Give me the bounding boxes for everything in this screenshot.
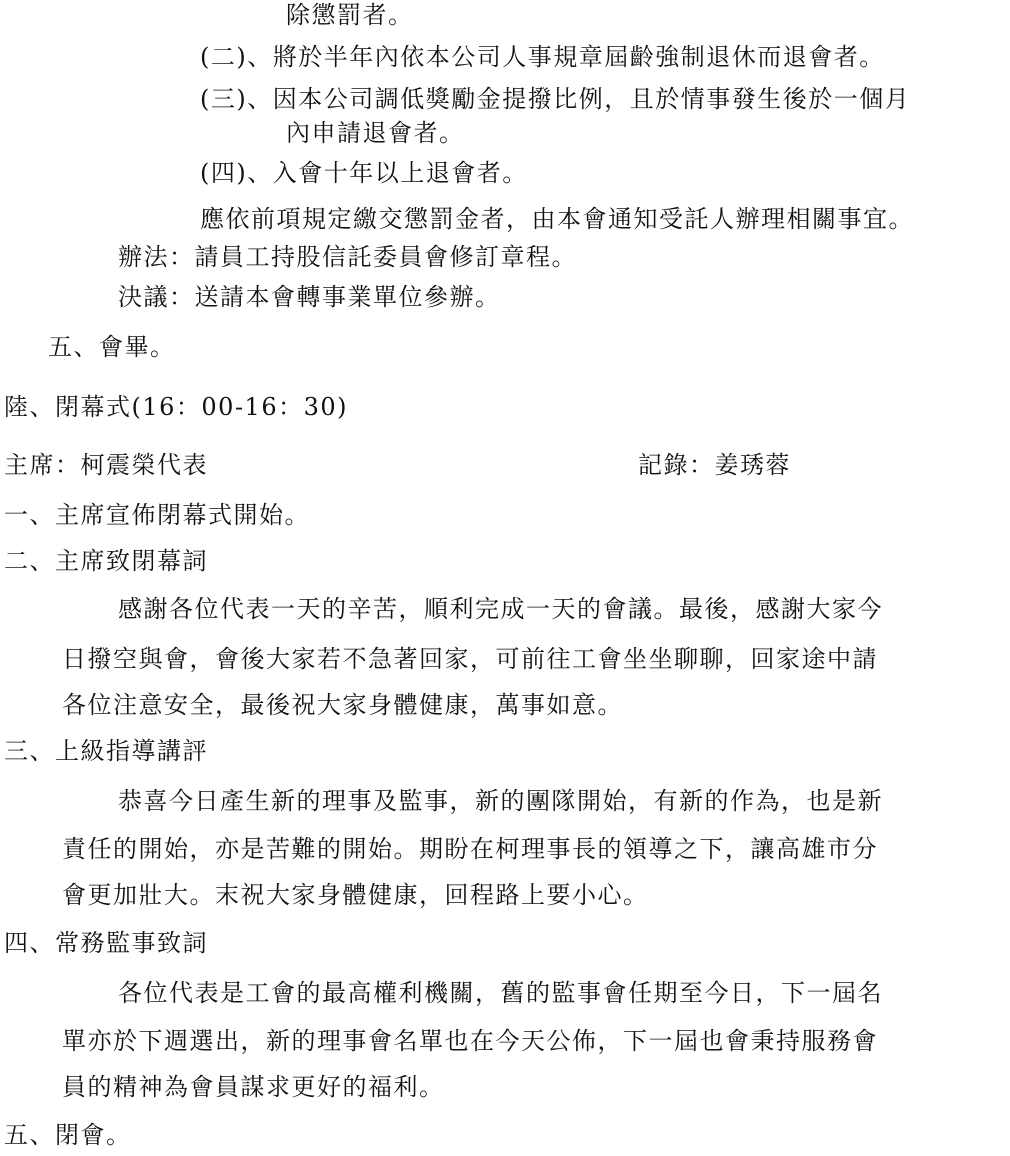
supervisor-speech-line-1: 各位代表是工會的最高權利機關，舊的監事會任期至今日，下一屆名 xyxy=(118,979,883,1007)
text-line-3: (三)、因本公司調低獎勵金提撥比例，且於情事發生後於一個月 xyxy=(200,85,911,113)
closing-speech-line-3: 各位注意安全，最後祝大家身體健康，萬事如意。 xyxy=(62,691,623,719)
closing-item-1: 一、主席宣佈閉幕式開始。 xyxy=(4,501,310,529)
guidance-line-1: 恭喜今日產生新的理事及監事，新的團隊開始，有新的作為，也是新 xyxy=(118,787,883,815)
text-line-5: (四)、入會十年以上退會者。 xyxy=(200,159,528,187)
closing-item-4-heading: 四、常務監事致詞 xyxy=(4,929,208,957)
text-line-1: 除懲罰者。 xyxy=(286,1,414,29)
text-line-4: 內申請退會者。 xyxy=(286,119,465,147)
guidance-line-2: 責任的開始，亦是苦難的開始。期盼在柯理事長的領導之下，讓高雄市分 xyxy=(62,835,878,863)
closing-item-5: 五、閉會。 xyxy=(4,1121,132,1149)
closing-ceremony-heading: 陸、閉幕式(16：00-16：30) xyxy=(4,393,348,421)
text-line-8: 決議：送請本會轉事業單位參辦。 xyxy=(118,283,501,311)
closing-speech-line-2: 日撥空與會，會後大家若不急著回家，可前往工會坐坐聊聊，回家途中請 xyxy=(62,645,878,673)
guidance-line-3: 會更加壯大。末祝大家身體健康，回程路上要小心。 xyxy=(62,881,649,909)
chairperson-line xyxy=(4,450,1004,480)
closing-item-3-heading: 三、上級指導講評 xyxy=(4,737,208,765)
text-line-6: 應依前項規定繳交懲罰金者，由本會通知受託人辦理相關事宜。 xyxy=(200,205,914,233)
chairperson-text: 主席：柯震榮代表 xyxy=(4,451,208,479)
text-line-2: (二)、將於半年內依本公司人事規章屆齡強制退休而退會者。 xyxy=(200,43,885,71)
text-line-7: 辦法：請員工持股信託委員會修訂章程。 xyxy=(118,243,577,271)
supervisor-speech-line-2: 單亦於下週選出，新的理事會名單也在今天公佈，下一屆也會秉持服務會 xyxy=(62,1027,878,1055)
closing-speech-line-1: 感謝各位代表一天的辛苦，順利完成一天的會議。最後，感謝大家今 xyxy=(118,595,883,623)
closing-item-2-heading: 二、主席致閉幕詞 xyxy=(4,547,208,575)
recorder-text: 記錄：姜琇蓉 xyxy=(638,451,791,479)
supervisor-speech-line-3: 員的精神為會員謀求更好的福利。 xyxy=(62,1073,445,1101)
section-end-heading: 五、會畢。 xyxy=(48,333,176,361)
